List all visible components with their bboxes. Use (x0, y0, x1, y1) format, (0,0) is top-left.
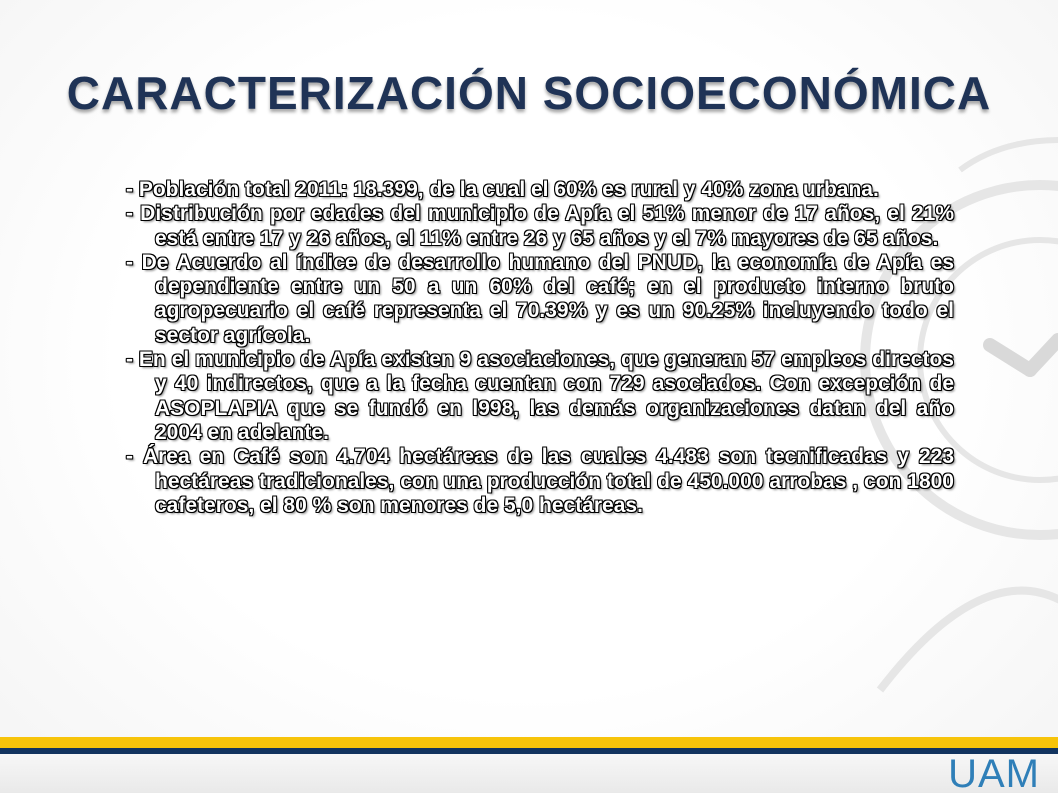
footer-stripe-yellow (0, 737, 1058, 748)
brand-logo: UAM (948, 752, 1040, 793)
list-item: - Distribución por edades del municipio de Apía el 51% menor de 17 años, el 21% está entre 17 y 26 años, el 11% entre 26 y 65 años y el 7% mayores de 65 años. (126, 202, 954, 250)
list-item: - Población total 2011: 18.399, de la cual el 60% es rural y 40% zona urbana. (126, 178, 879, 201)
list-item: - Área en Café son 4.704 hectáreas de las cuales 4.483 son tecnificadas y 223 hectáreas tradicionales, con una producción total de 450.000 arrobas , con 1800 cafeteros, el 80 % son menores de 5,0 hectáreas. (126, 445, 954, 517)
footer-band (0, 754, 1058, 793)
bullet-list (126, 178, 954, 518)
page-title: CARACTERIZACIÓN SOCIOECONÓMICA (66, 67, 992, 119)
list-item: - En el municipio de Apía existen 9 asociaciones, que generan 57 empleos directos y 40 indirectos, que a la fecha cuentan con 729 asociados. Con excepción de ASOPLAPIA que se fundó en l998, las demás organizaciones datan del año 2004 en adelante. (126, 348, 954, 444)
list-item: - De Acuerdo al índice de desarrollo humano del PNUD, la economía de Apía es dependiente entre un 50 a un 60% del café; en el producto interno bruto agropecuario el café representa el 70.39% y es un 90.25% incluyendo todo el sector agrícola. (126, 250, 954, 347)
